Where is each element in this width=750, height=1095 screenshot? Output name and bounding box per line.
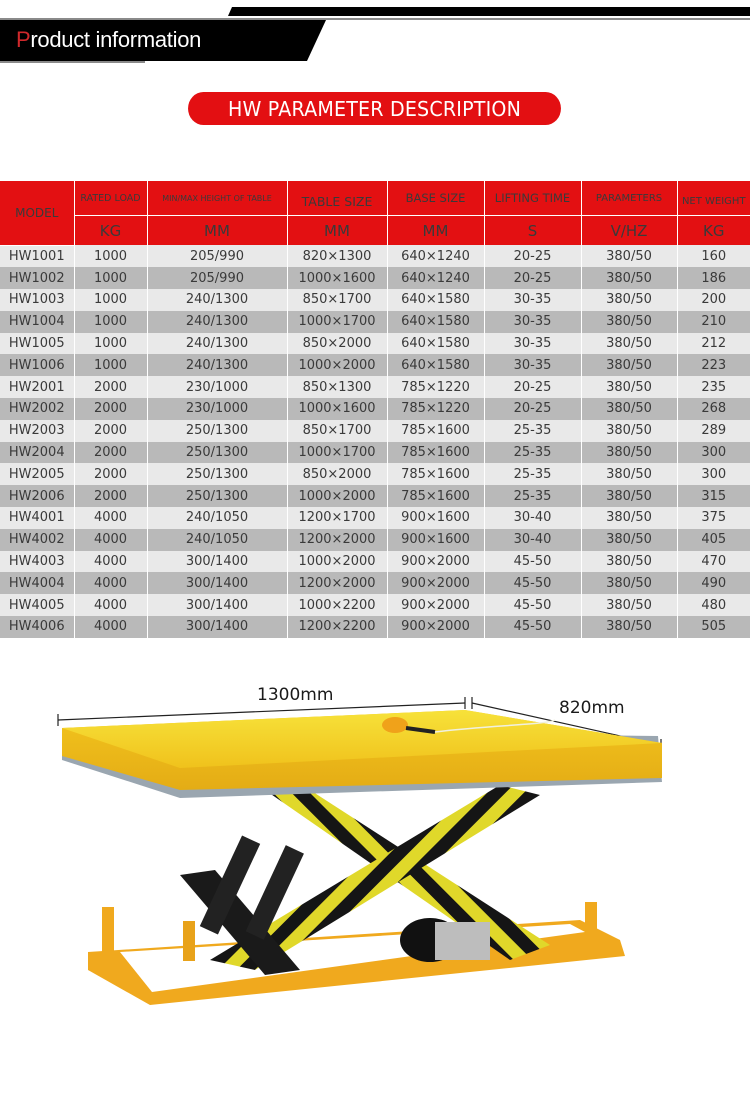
cell-base-size: 900×2000 <box>387 572 484 594</box>
cell-net-weight: 490 <box>677 572 750 594</box>
cell-height: 250/1300 <box>147 442 287 464</box>
cell-rated-load: 1000 <box>74 245 147 267</box>
cell-base-size: 640×1580 <box>387 289 484 311</box>
cell-net-weight: 315 <box>677 485 750 507</box>
cell-table-size: 1200×2000 <box>287 572 387 594</box>
cell-base-size: 785×1600 <box>387 463 484 485</box>
cell-rated-load: 1000 <box>74 267 147 289</box>
cell-model: HW4006 <box>0 616 74 638</box>
cell-base-size: 785×1600 <box>387 442 484 464</box>
cell-table-size: 1000×1700 <box>287 311 387 333</box>
cell-net-weight: 212 <box>677 333 750 355</box>
unit-table-size: MM <box>287 216 387 246</box>
cell-rated-load: 4000 <box>74 551 147 573</box>
cell-rated-load: 2000 <box>74 485 147 507</box>
cell-parameters: 380/50 <box>581 463 677 485</box>
header-model: MODEL <box>0 181 74 245</box>
cell-model: HW1005 <box>0 333 74 355</box>
cell-base-size: 900×2000 <box>387 551 484 573</box>
cell-height: 205/990 <box>147 267 287 289</box>
cell-rated-load: 4000 <box>74 572 147 594</box>
cell-model: HW4005 <box>0 594 74 616</box>
cell-net-weight: 160 <box>677 245 750 267</box>
cell-lifting-time: 25-35 <box>484 442 581 464</box>
cell-lifting-time: 45-50 <box>484 551 581 573</box>
cell-table-size: 1200×2200 <box>287 616 387 638</box>
scissor-lift-illustration-icon <box>40 670 720 1090</box>
product-image <box>40 670 720 1090</box>
cell-height: 300/1400 <box>147 551 287 573</box>
cell-table-size: 1200×1700 <box>287 507 387 529</box>
cell-base-size: 640×1580 <box>387 333 484 355</box>
cell-net-weight: 186 <box>677 267 750 289</box>
cell-parameters: 380/50 <box>581 485 677 507</box>
table-row <box>0 572 750 594</box>
cell-net-weight: 375 <box>677 507 750 529</box>
table-row <box>0 594 750 616</box>
cell-height: 240/1050 <box>147 529 287 551</box>
cell-height: 240/1300 <box>147 289 287 311</box>
cell-base-size: 785×1220 <box>387 376 484 398</box>
table-row <box>0 420 750 442</box>
banner-title <box>16 27 201 53</box>
cell-table-size: 1000×2000 <box>287 485 387 507</box>
cell-table-size: 1200×2000 <box>287 529 387 551</box>
cell-model: HW4001 <box>0 507 74 529</box>
cell-model: HW2006 <box>0 485 74 507</box>
table-row <box>0 507 750 529</box>
cell-parameters: 380/50 <box>581 507 677 529</box>
cell-height: 230/1000 <box>147 398 287 420</box>
cell-lifting-time: 20-25 <box>484 398 581 420</box>
cell-net-weight: 268 <box>677 398 750 420</box>
cell-parameters: 380/50 <box>581 311 677 333</box>
cell-net-weight: 235 <box>677 376 750 398</box>
cell-rated-load: 2000 <box>74 376 147 398</box>
unit-height: MM <box>147 216 287 246</box>
cell-lifting-time: 30-35 <box>484 311 581 333</box>
cell-lifting-time: 30-35 <box>484 354 581 376</box>
cell-model: HW2005 <box>0 463 74 485</box>
cell-net-weight: 223 <box>677 354 750 376</box>
cell-lifting-time: 20-25 <box>484 245 581 267</box>
cell-height: 240/1300 <box>147 354 287 376</box>
cell-lifting-time: 20-25 <box>484 376 581 398</box>
table-row <box>0 311 750 333</box>
cell-base-size: 785×1220 <box>387 398 484 420</box>
cell-parameters: 380/50 <box>581 594 677 616</box>
cell-model: HW4004 <box>0 572 74 594</box>
banner-title-first-letter: P <box>16 27 31 52</box>
cell-base-size: 900×2000 <box>387 616 484 638</box>
cell-height: 240/1050 <box>147 507 287 529</box>
cell-height: 230/1000 <box>147 376 287 398</box>
cell-parameters: 380/50 <box>581 616 677 638</box>
table-row <box>0 616 750 638</box>
cell-base-size: 640×1580 <box>387 354 484 376</box>
cell-rated-load: 1000 <box>74 333 147 355</box>
cell-rated-load: 2000 <box>74 420 147 442</box>
cell-net-weight: 470 <box>677 551 750 573</box>
cell-height: 250/1300 <box>147 485 287 507</box>
cell-net-weight: 505 <box>677 616 750 638</box>
cell-table-size: 850×1700 <box>287 420 387 442</box>
cell-lifting-time: 30-35 <box>484 289 581 311</box>
cell-base-size: 900×1600 <box>387 529 484 551</box>
cell-rated-load: 2000 <box>74 442 147 464</box>
cell-parameters: 380/50 <box>581 572 677 594</box>
cell-model: HW2002 <box>0 398 74 420</box>
parameter-table <box>0 181 750 638</box>
dimension-width-label: 820mm <box>559 698 625 718</box>
cell-rated-load: 4000 <box>74 616 147 638</box>
cell-parameters: 380/50 <box>581 376 677 398</box>
cell-net-weight: 289 <box>677 420 750 442</box>
cell-lifting-time: 45-50 <box>484 572 581 594</box>
cell-base-size: 640×1580 <box>387 311 484 333</box>
cell-base-size: 640×1240 <box>387 245 484 267</box>
cell-table-size: 850×1700 <box>287 289 387 311</box>
table-row <box>0 333 750 355</box>
cell-lifting-time: 25-35 <box>484 485 581 507</box>
cell-rated-load: 1000 <box>74 354 147 376</box>
table-row <box>0 267 750 289</box>
cell-lifting-time: 30-40 <box>484 507 581 529</box>
table-row <box>0 245 750 267</box>
cell-model: HW2003 <box>0 420 74 442</box>
unit-lifting-time: S <box>484 216 581 246</box>
unit-net-weight: KG <box>677 216 750 246</box>
cell-parameters: 380/50 <box>581 551 677 573</box>
header-parameters: PARAMETERS <box>581 181 677 216</box>
cell-rated-load: 2000 <box>74 398 147 420</box>
cell-height: 240/1300 <box>147 333 287 355</box>
table-row <box>0 398 750 420</box>
cell-table-size: 850×2000 <box>287 333 387 355</box>
cell-lifting-time: 45-50 <box>484 616 581 638</box>
cell-net-weight: 300 <box>677 442 750 464</box>
cell-base-size: 900×1600 <box>387 507 484 529</box>
cell-parameters: 380/50 <box>581 398 677 420</box>
cell-parameters: 380/50 <box>581 354 677 376</box>
cell-table-size: 850×2000 <box>287 463 387 485</box>
cell-rated-load: 1000 <box>74 289 147 311</box>
cell-model: HW4002 <box>0 529 74 551</box>
cell-rated-load: 2000 <box>74 463 147 485</box>
cell-net-weight: 300 <box>677 463 750 485</box>
cell-base-size: 900×2000 <box>387 594 484 616</box>
cell-model: HW2004 <box>0 442 74 464</box>
cell-height: 250/1300 <box>147 463 287 485</box>
cell-lifting-time: 30-40 <box>484 529 581 551</box>
cell-table-size: 1000×1700 <box>287 442 387 464</box>
header-lifting-time: LIFTING TIME <box>484 181 581 216</box>
cell-lifting-time: 20-25 <box>484 267 581 289</box>
cell-parameters: 380/50 <box>581 529 677 551</box>
table-row <box>0 289 750 311</box>
cell-model: HW4003 <box>0 551 74 573</box>
cell-parameters: 380/50 <box>581 442 677 464</box>
cell-net-weight: 480 <box>677 594 750 616</box>
cell-model: HW1001 <box>0 245 74 267</box>
table-row <box>0 354 750 376</box>
header-table-size: TABLE SIZE <box>287 181 387 216</box>
cell-height: 240/1300 <box>147 311 287 333</box>
dimension-length-label: 1300mm <box>257 685 334 705</box>
cell-lifting-time: 30-35 <box>484 333 581 355</box>
section-title-pill: HW PARAMETER DESCRIPTION <box>188 92 561 125</box>
cell-model: HW1006 <box>0 354 74 376</box>
table-row <box>0 376 750 398</box>
unit-base-size: MM <box>387 216 484 246</box>
cell-net-weight: 200 <box>677 289 750 311</box>
cell-base-size: 640×1240 <box>387 267 484 289</box>
header-rated-load: RATED LOAD <box>74 181 147 216</box>
cell-parameters: 380/50 <box>581 420 677 442</box>
header-min-max-height: MIN/MAX HEIGHT OF TABLE <box>147 181 287 216</box>
table-row <box>0 442 750 464</box>
cell-height: 205/990 <box>147 245 287 267</box>
cell-parameters: 380/50 <box>581 289 677 311</box>
cell-table-size: 1000×2200 <box>287 594 387 616</box>
cell-parameters: 380/50 <box>581 245 677 267</box>
table-row <box>0 485 750 507</box>
product-information-banner <box>0 0 750 70</box>
table-row <box>0 551 750 573</box>
cell-rated-load: 4000 <box>74 594 147 616</box>
table-body <box>0 245 750 638</box>
banner-title-rest: roduct information <box>30 27 202 52</box>
cell-net-weight: 210 <box>677 311 750 333</box>
cell-model: HW2001 <box>0 376 74 398</box>
cell-parameters: 380/50 <box>581 333 677 355</box>
cell-lifting-time: 45-50 <box>484 594 581 616</box>
cell-base-size: 785×1600 <box>387 420 484 442</box>
cell-model: HW1003 <box>0 289 74 311</box>
header-base-size: BASE SIZE <box>387 181 484 216</box>
cell-rated-load: 1000 <box>74 311 147 333</box>
cell-table-size: 820×1300 <box>287 245 387 267</box>
cell-table-size: 1000×2000 <box>287 354 387 376</box>
cell-table-size: 1000×1600 <box>287 267 387 289</box>
cell-lifting-time: 25-35 <box>484 420 581 442</box>
cell-table-size: 1000×2000 <box>287 551 387 573</box>
table-row <box>0 529 750 551</box>
cell-parameters: 380/50 <box>581 267 677 289</box>
cell-base-size: 785×1600 <box>387 485 484 507</box>
cell-height: 300/1400 <box>147 616 287 638</box>
cell-model: HW1002 <box>0 267 74 289</box>
cell-table-size: 1000×1600 <box>287 398 387 420</box>
cell-table-size: 850×1300 <box>287 376 387 398</box>
cell-rated-load: 4000 <box>74 507 147 529</box>
header-net-weight: NET WEIGHT <box>677 181 750 216</box>
cell-lifting-time: 25-35 <box>484 463 581 485</box>
cell-height: 300/1400 <box>147 594 287 616</box>
cell-height: 250/1300 <box>147 420 287 442</box>
unit-rated-load: KG <box>74 216 147 246</box>
unit-parameters: V/HZ <box>581 216 677 246</box>
cell-model: HW1004 <box>0 311 74 333</box>
cell-net-weight: 405 <box>677 529 750 551</box>
cell-rated-load: 4000 <box>74 529 147 551</box>
table-row <box>0 463 750 485</box>
cell-height: 300/1400 <box>147 572 287 594</box>
